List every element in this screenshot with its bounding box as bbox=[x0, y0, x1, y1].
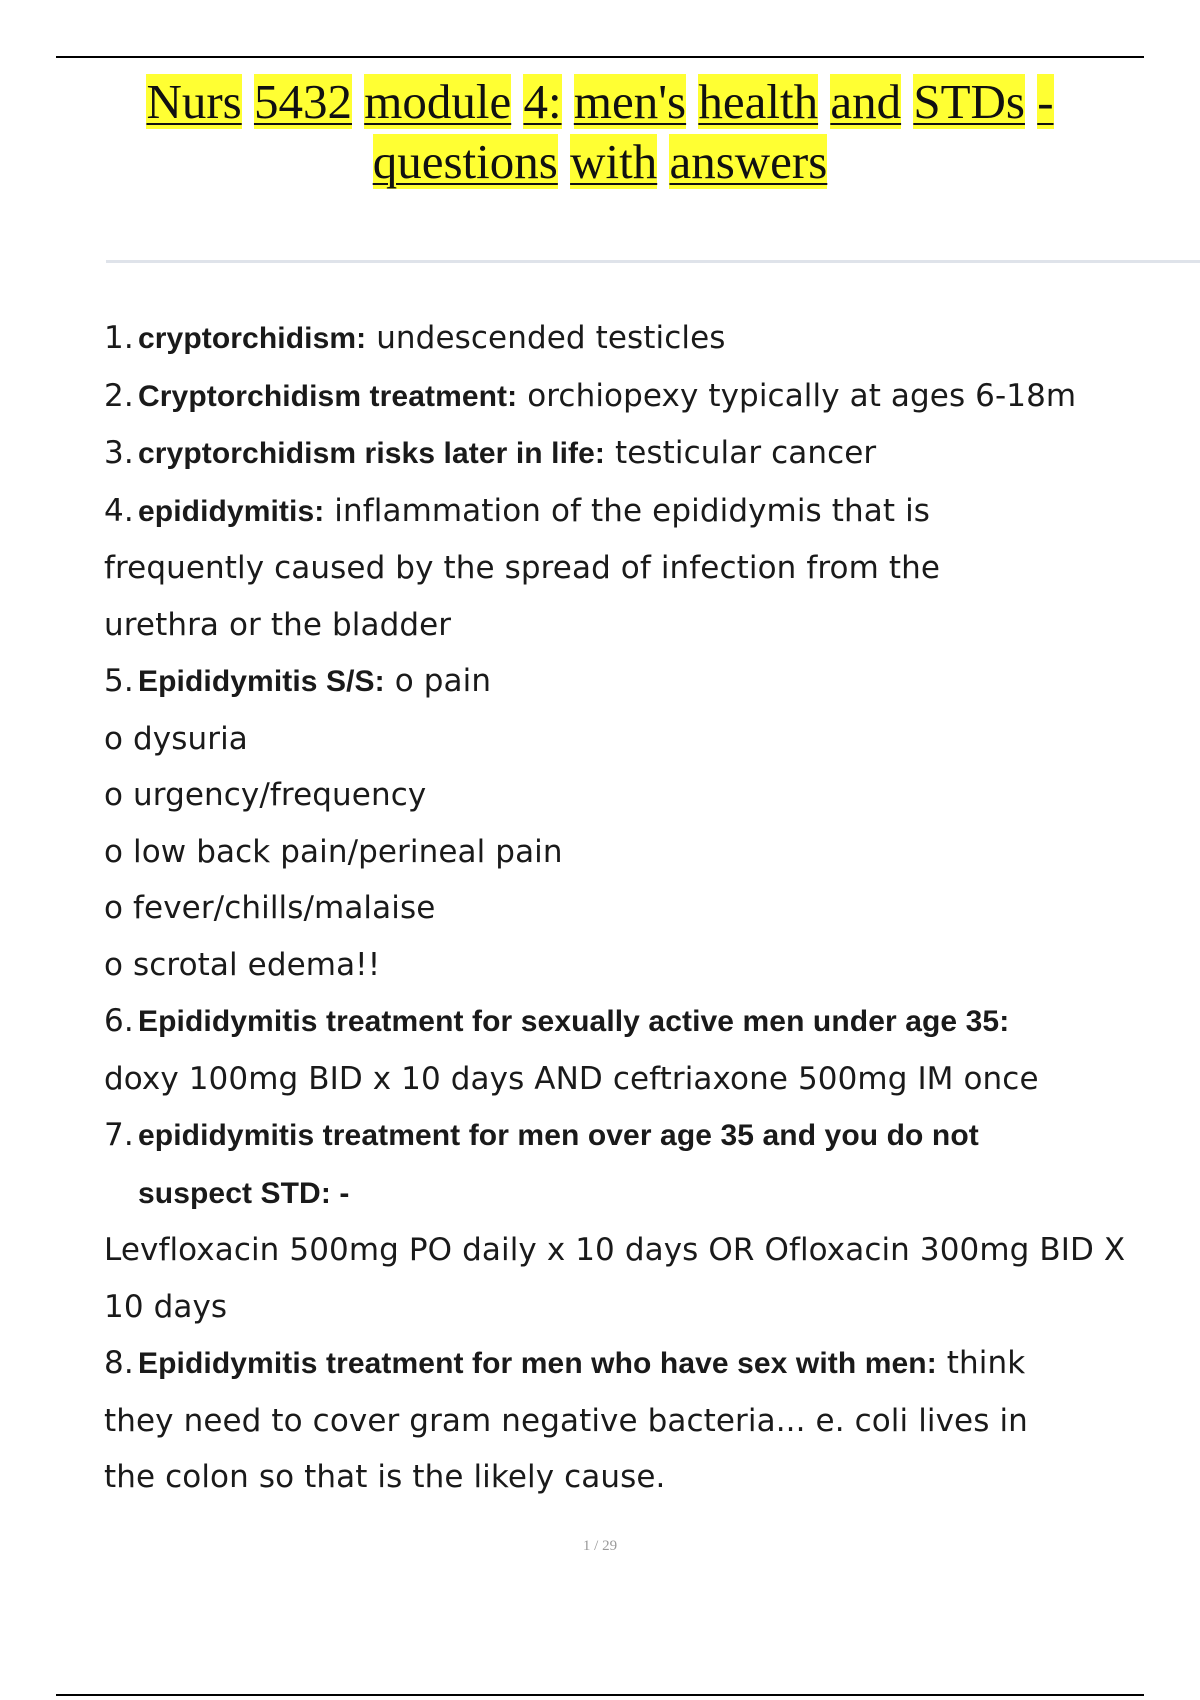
title-word: module bbox=[364, 74, 512, 129]
item-number: 5. bbox=[104, 663, 134, 699]
title-word: health bbox=[698, 74, 819, 129]
title-word: STDs bbox=[913, 74, 1025, 129]
item-question: epididymitis treatment for men over age 35 and you do not bbox=[138, 1119, 979, 1152]
item-question: Epididymitis treatment for men who have sex with men: bbox=[138, 1347, 937, 1380]
title-word: Nurs bbox=[146, 74, 242, 129]
title-line-1 bbox=[120, 72, 1080, 132]
title-word: and bbox=[830, 74, 902, 129]
item-answer-line: o urgency/frequency bbox=[104, 777, 427, 813]
title-word: 5432 bbox=[253, 74, 352, 129]
item-answer-line: o dysuria bbox=[104, 720, 248, 757]
item-number: 1. bbox=[104, 320, 134, 356]
item-answer: undescended testicles bbox=[376, 320, 726, 356]
list-item bbox=[104, 653, 1174, 711]
item-answer: think bbox=[946, 1345, 1026, 1381]
list-item bbox=[104, 368, 1174, 426]
item-answer-line: urethra or the bladder bbox=[104, 606, 452, 643]
title-word: 4: bbox=[523, 74, 562, 129]
item-question: Cryptorchidism treatment: bbox=[138, 379, 518, 413]
item-answer: o pain bbox=[394, 663, 492, 699]
qa-list bbox=[104, 310, 1174, 1506]
list-item bbox=[104, 483, 1174, 541]
item-number: 7. bbox=[104, 1117, 134, 1153]
item-answer-line: they need to cover gram negative bacteria... e. coli lives in bbox=[104, 1402, 1028, 1439]
item-question: cryptorchidism risks later in life: bbox=[138, 437, 605, 470]
list-item bbox=[104, 425, 1174, 483]
bottom-rule bbox=[56, 1694, 1144, 1696]
item-answer: testicular cancer bbox=[614, 435, 877, 471]
title-word: questions bbox=[372, 134, 558, 189]
item-question-continued bbox=[104, 1165, 1174, 1223]
item-question: Epididymitis S/S: bbox=[138, 665, 385, 698]
page-number: 1 / 29 bbox=[582, 1538, 618, 1554]
item-answer-line: o fever/chills/malaise bbox=[104, 890, 436, 926]
item-number: 3. bbox=[104, 435, 134, 471]
item-question: Epididymitis treatment for sexually active men under age 35: bbox=[138, 1005, 1010, 1038]
document-title bbox=[120, 72, 1080, 192]
item-number: 6. bbox=[104, 1003, 134, 1039]
item-answer-line: o scrotal edema!! bbox=[104, 946, 381, 983]
item-answer-line: frequently caused by the spread of infection from the bbox=[104, 550, 941, 586]
item-answer-line: doxy 100mg BID x 10 days AND ceftriaxone 500mg IM once bbox=[104, 1060, 1039, 1097]
item-number: 2. bbox=[104, 377, 134, 414]
item-question-part: suspect STD: - bbox=[138, 1176, 350, 1210]
list-item bbox=[104, 310, 1174, 368]
item-answer-line: Levfloxacin 500mg PO daily x 10 days OR Ofloxacin 300mg BID X bbox=[104, 1232, 1126, 1268]
title-word: answers bbox=[669, 134, 828, 189]
top-rule bbox=[56, 56, 1144, 58]
item-answer-line: 10 days bbox=[104, 1288, 228, 1325]
title-separator bbox=[106, 260, 1200, 263]
title-word: with bbox=[570, 134, 658, 189]
item-answer-line: the colon so that is the likely cause. bbox=[104, 1459, 666, 1495]
list-item bbox=[104, 1107, 1174, 1165]
item-number: 8. bbox=[104, 1345, 134, 1381]
item-number: 4. bbox=[104, 492, 134, 529]
item-question: cryptorchidism: bbox=[138, 322, 367, 355]
item-answer: inflammation of the epididymis that is bbox=[334, 492, 931, 529]
item-question: epididymitis: bbox=[138, 494, 325, 528]
list-item bbox=[104, 993, 1174, 1051]
title-line-2 bbox=[120, 132, 1080, 192]
title-word: - bbox=[1037, 74, 1054, 129]
title-word: men's bbox=[573, 74, 687, 129]
item-answer: orchiopexy typically at ages 6-18m bbox=[527, 377, 1077, 414]
item-answer-line: o low back pain/perineal pain bbox=[104, 833, 563, 870]
list-item bbox=[104, 1335, 1174, 1393]
